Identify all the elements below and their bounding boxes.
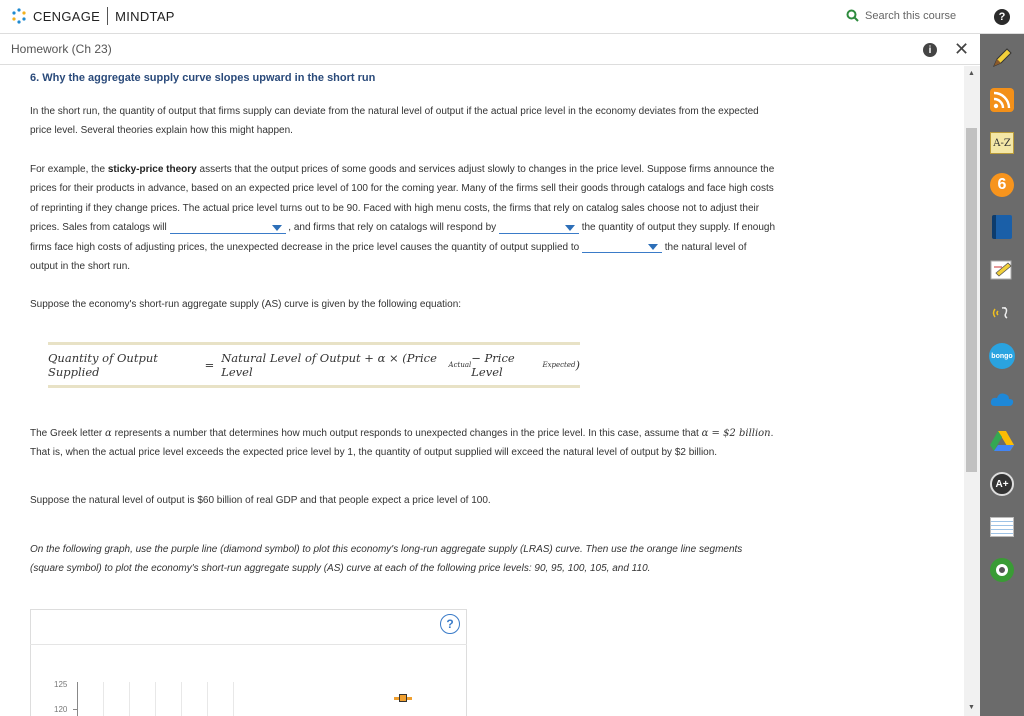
cengage-logo[interactable] bbox=[10, 7, 175, 25]
text-segment: For example, the bbox=[30, 164, 108, 175]
search-placeholder: Search this course bbox=[865, 9, 957, 22]
grid-line bbox=[129, 682, 130, 716]
alpha-value: α = $2 billion bbox=[701, 428, 771, 439]
search-course[interactable] bbox=[846, 9, 956, 22]
circle-o-icon[interactable] bbox=[989, 557, 1015, 583]
pencil-icon[interactable] bbox=[989, 45, 1015, 71]
text-segment: , and firms that rely on catalogs will respond by bbox=[285, 222, 499, 234]
eq-end: ) bbox=[575, 358, 580, 372]
grid-line bbox=[207, 682, 208, 716]
cengage-6-icon[interactable]: 6 bbox=[989, 172, 1015, 198]
text-segment: the natural level of output in the short run. bbox=[30, 241, 747, 273]
flashcards-icon[interactable] bbox=[989, 514, 1015, 540]
top-bar bbox=[0, 0, 980, 34]
homework-title: Homework (Ch 23) bbox=[11, 42, 112, 56]
respond-by-dropdown[interactable] bbox=[499, 222, 579, 234]
a-z-icon[interactable]: A-Z bbox=[989, 130, 1015, 156]
as-equation bbox=[48, 342, 580, 388]
alpha-symbol: α bbox=[105, 428, 112, 439]
sticky-price-term: sticky-price theory bbox=[107, 164, 197, 175]
y-tick-125: 125 bbox=[54, 680, 68, 689]
sticky-price-paragraph bbox=[30, 160, 775, 276]
text-segment: the quantity of output they supply. If enough firms face high costs of adjusting prices, the unexpected decrease in the price level causes the quantity of output supplied to bbox=[30, 222, 776, 253]
rss-icon[interactable] bbox=[989, 87, 1015, 113]
text-segment: The Greek letter bbox=[30, 428, 106, 439]
close-icon[interactable]: ✕ bbox=[954, 39, 970, 59]
catalog-sales-dropdown[interactable] bbox=[170, 222, 286, 234]
alpha-paragraph bbox=[30, 424, 775, 463]
cengage-dots-icon bbox=[10, 7, 28, 25]
graph-instructions: On the following graph, use the purple line (diamond symbol) to plot this economy's long-run aggregate supply (LRAS) curve. Then use the orange line segments (square symbol) to plot the economy's short-run aggregate supply (AS) curve at each of the following price levels: 90, 95, 100, 105, and 110. bbox=[30, 544, 743, 575]
eq-sub-expected: Expected bbox=[542, 361, 576, 369]
eq-minus: − Price Level bbox=[471, 351, 515, 379]
scroll-thumb[interactable] bbox=[966, 128, 977, 472]
grid-line bbox=[103, 682, 104, 716]
brand-mindtap: MINDTAP bbox=[115, 8, 175, 24]
natural-level-paragraph: Suppose the natural level of output is $60 billion of real GDP and that people expect a price level of 100. bbox=[30, 495, 491, 506]
notebook-icon[interactable] bbox=[989, 214, 1015, 240]
eq-sub-actual: Actual bbox=[448, 361, 472, 369]
square-symbol-icon[interactable] bbox=[399, 694, 407, 702]
aplus-icon[interactable]: A+ bbox=[989, 471, 1015, 497]
output-supplied-dropdown[interactable] bbox=[582, 241, 662, 253]
eq-mid: Natural Level of Output + α × (Price Level bbox=[221, 351, 437, 379]
y-tick-mark bbox=[73, 709, 78, 710]
scroll-up-icon[interactable]: ▲ bbox=[968, 70, 975, 77]
onedrive-icon[interactable] bbox=[989, 386, 1015, 412]
grid-line bbox=[181, 682, 182, 716]
homework-header bbox=[0, 34, 980, 65]
y-axis bbox=[77, 682, 78, 716]
question-content bbox=[0, 66, 964, 716]
grid-line bbox=[233, 682, 234, 716]
eq-equals: = bbox=[204, 358, 215, 372]
graph-panel[interactable] bbox=[30, 609, 467, 716]
graph-help-icon[interactable]: ? bbox=[440, 614, 460, 634]
bongo-icon[interactable]: bongo bbox=[989, 343, 1015, 369]
info-icon[interactable]: i bbox=[923, 43, 937, 57]
y-tick-120: 120 bbox=[54, 705, 68, 714]
text-segment: represents a number that determines how much output responds to unexpected changes in the price level. In this case, assume that bbox=[111, 428, 702, 439]
intro-paragraph: In the short run, the quantity of output that firms supply can deviate from the natural level of output if the actual price level in the economy deviates from the expected price level. Several theories explain how this might happen. bbox=[30, 106, 759, 137]
brand-separator bbox=[107, 7, 108, 25]
grid-line bbox=[155, 682, 156, 716]
note-icon[interactable] bbox=[989, 257, 1015, 283]
scroll-down-icon[interactable]: ▼ bbox=[968, 704, 975, 711]
help-area bbox=[980, 0, 1024, 34]
help-icon[interactable]: ? bbox=[994, 9, 1010, 25]
graph-divider bbox=[30, 644, 467, 645]
question-title: 6. Why the aggregate supply curve slopes upward in the short run bbox=[30, 72, 376, 84]
equation-intro: Suppose the economy's short-run aggregate supply (AS) curve is given by the following equation: bbox=[30, 299, 462, 310]
search-icon bbox=[846, 9, 859, 22]
text-segment: asserts that the output prices of some goods and services adjust slowly to changes in the price level. Suppose firms announce the prices for their products in advance, based on an expected price level of 100 for the coming year. Many of the firms sell their goods through catalogs and face high costs of reprinting if they change prices. The actual price level turns out to be 90. Faced with high menu costs, the firms that rely on catalog sales choose not to adjust their prices. Sales from catalogs will bbox=[30, 164, 775, 234]
eq-left: Quantity of Output Supplied bbox=[48, 351, 158, 379]
brand-cengage: CENGAGE bbox=[33, 8, 101, 24]
google-drive-icon[interactable] bbox=[989, 428, 1015, 454]
text-segment: . That is, when the actual price level exceeds the expected price level by 1, the quantity of output supplied will exceed the natural level of output by $2 billion. bbox=[30, 428, 774, 459]
audio-icon[interactable] bbox=[989, 300, 1015, 326]
